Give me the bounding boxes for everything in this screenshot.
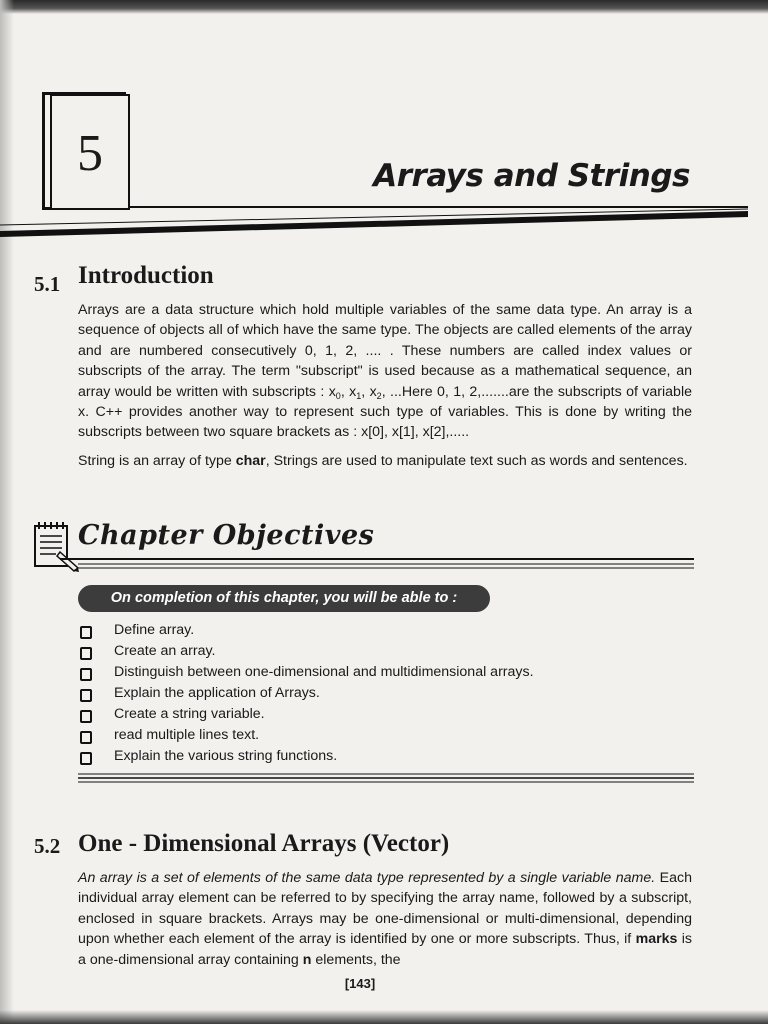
objective-item	[78, 641, 698, 662]
section-title-one-dimensional-arrays: One - Dimensional Arrays (Vector)	[78, 830, 450, 857]
checkbox-bullet-icon	[80, 647, 92, 660]
objective-item	[78, 704, 698, 725]
intro-paragraph-2	[78, 451, 692, 471]
section-title-introduction: Introduction	[78, 262, 214, 289]
keyword-char: char	[235, 453, 266, 469]
objective-text: read multiple lines text.	[114, 727, 260, 743]
intro-text-b: , x	[340, 383, 357, 400]
keyword-n: n	[302, 951, 312, 968]
subscript-0: 0	[335, 390, 341, 401]
string-text-a: String is an array of type	[78, 453, 236, 469]
checkbox-bullet-icon	[80, 689, 92, 702]
one-dim-text-b: is a one-dimensional array containing	[78, 931, 693, 968]
page-top-edge-shadow	[0, 0, 768, 14]
section-number-5-1: 5.1	[34, 272, 61, 296]
intro-text-d: , ...Here 0, 1, 2,.......are the subscripts of variable x. C++ provides another way to represent such type of variables. This is done by writing the subscripts between two square brackets as : x[0], x[1], x[2],.....	[78, 383, 692, 441]
objective-item	[78, 683, 698, 704]
objective-text: Explain the various string functions.	[114, 748, 338, 764]
chapter-number: 5	[77, 125, 103, 182]
objective-item	[78, 746, 698, 767]
objectives-bottom-rule	[78, 772, 694, 784]
chapter-title: Arrays and Strings	[373, 158, 690, 194]
objective-text: Create an array.	[114, 643, 216, 659]
section-number-5-2: 5.2	[34, 834, 61, 858]
objectives-banner: On completion of this chapter, you will be able to :	[78, 585, 490, 612]
one-dim-text-a: Each individual array element can be referred to by specifying the array name, followed by a subscript, enclosed in square brackets. Arrays may be one-dimensional or multi-dimensional, depending upon whether each element of the array is identified by one or more subscripts. Thus, if	[78, 870, 693, 948]
objective-item	[78, 662, 698, 683]
objective-item	[78, 620, 698, 641]
checkbox-bullet-icon	[80, 626, 92, 639]
objective-item	[78, 725, 698, 746]
subscript-2: 2	[376, 390, 382, 401]
checkbox-bullet-icon	[80, 710, 92, 723]
objective-text: Distinguish between one-dimensional and multidimensional arrays.	[114, 664, 534, 680]
one-dim-text-c: elements, the	[311, 951, 401, 968]
objectives-list	[78, 620, 698, 767]
checkbox-bullet-icon	[80, 668, 92, 681]
objective-text: Define array.	[114, 622, 195, 638]
keyword-marks: marks	[635, 931, 678, 948]
definition-italic: An array is a set of elements of the same data type represented by a single variable name.	[78, 870, 656, 886]
checkbox-bullet-icon	[80, 731, 92, 744]
intro-text-a: Arrays are a data structure which hold multiple variables of the same data type. An array is a sequence of objects all of which have the same type. The objects are called elements of the array and are numbered consecutively 0, 1, 2, .... . These numbers are called index values or subscripts of the array. The term "subscript" is used because as a mathematical sequence, an array would be written with subscripts : x	[78, 302, 692, 400]
chapter-objectives-heading: Chapter Objectives	[78, 520, 375, 551]
objective-text: Create a string variable.	[114, 706, 265, 722]
intro-text-c: , x	[361, 383, 377, 400]
intro-paragraph-1	[78, 300, 692, 443]
checkbox-bullet-icon	[80, 752, 92, 765]
subscript-1: 1	[356, 390, 362, 401]
objectives-heading-rule	[60, 556, 694, 572]
chapter-title-rule	[0, 205, 748, 237]
page-bottom-edge-shadow	[0, 1010, 768, 1024]
one-dim-paragraph	[78, 868, 692, 970]
string-text-b: , Strings are used to manipulate text such as words and sentences.	[265, 453, 688, 469]
page-number: [143]	[344, 976, 376, 991]
page-left-edge-shadow	[0, 0, 14, 1024]
objective-text: Explain the application of Arrays.	[114, 685, 320, 701]
